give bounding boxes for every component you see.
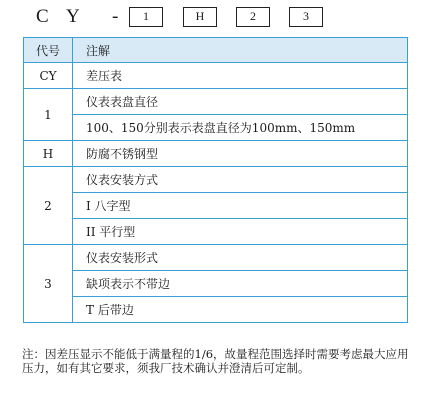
note-cell: 防腐不锈钢型 [73,141,408,167]
code-cell: 1 [24,89,73,141]
code-box-1: 1 [129,7,163,27]
code-box-3: 3 [289,7,323,27]
header-note: 注解 [73,38,408,63]
code-prefix-y: Y [66,6,80,27]
table-row [24,271,408,297]
code-cell: CY [24,63,73,89]
code-cell: 3 [24,245,73,323]
note-cell: II 平行型 [73,219,408,245]
note-cell: 仪表表盘直径 [73,89,408,115]
table-row [24,245,408,271]
table-row [24,167,408,193]
table-row [24,193,408,219]
table-row [24,297,408,323]
table-row [24,219,408,245]
code-cell: 2 [24,167,73,245]
table-row [24,141,408,167]
note-cell: 仪表安装方式 [73,167,408,193]
spec-table [23,37,408,323]
table-header-row [24,38,408,63]
model-code-line [0,0,429,34]
note-cell: I 八字型 [73,193,408,219]
table-row [24,115,408,141]
code-dash: - [112,6,119,27]
note-cell: T 后带边 [73,297,408,323]
table-row [24,89,408,115]
note-cell: 100、150分别表示表盘直径为100mm、150mm [73,115,408,141]
code-box-h: H [183,7,217,27]
note-cell: 缺项表示不带边 [73,271,408,297]
header-code: 代号 [24,38,73,63]
table-row [24,63,408,89]
code-prefix-c: C [36,6,49,27]
code-box-2: 2 [236,7,270,27]
note-cell: 差压表 [73,63,408,89]
code-cell: H [24,141,73,167]
footnote: 注：因差压显示不能低于满量程的1/6，故量程范围选择时需要考虑最大应用压力，如有其它要求，须我厂技术确认并澄清后可定制。 [22,347,409,375]
note-cell: 仪表安装形式 [73,245,408,271]
